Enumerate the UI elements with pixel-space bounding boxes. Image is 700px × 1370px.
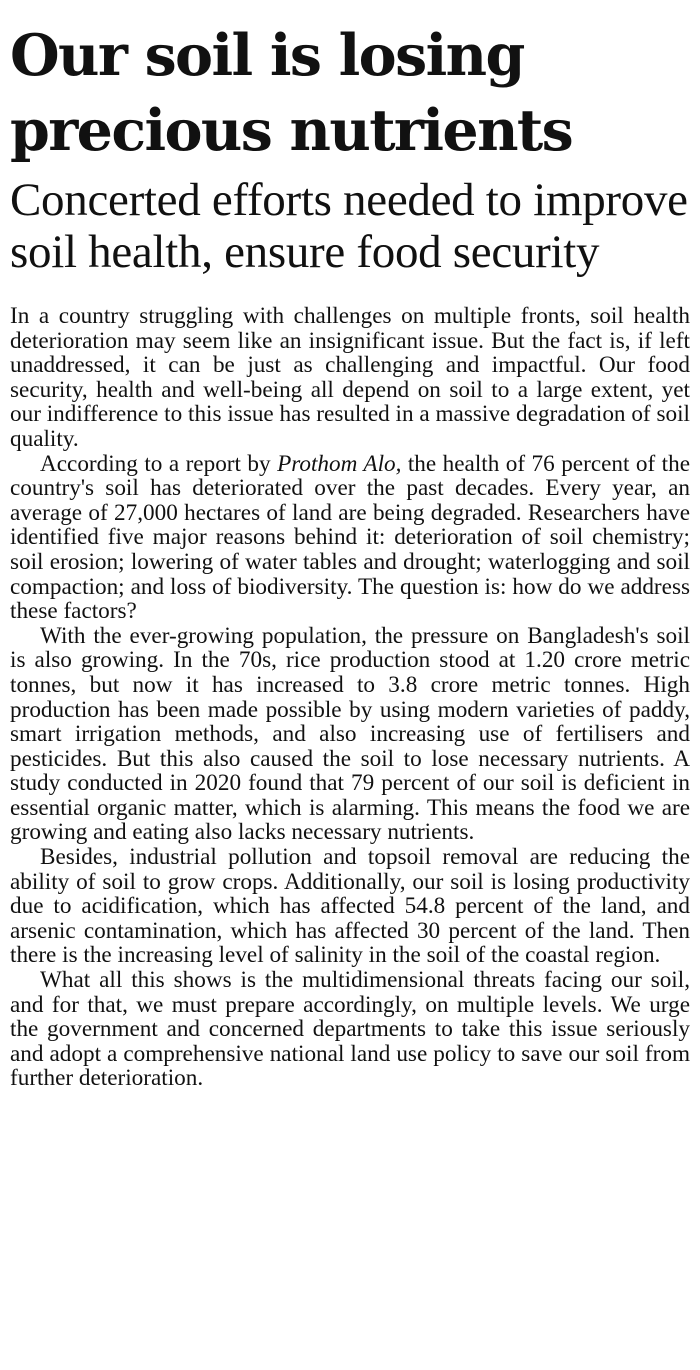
subheadline: Concerted efforts needed to improve soil health, ensure food security: [10, 174, 688, 278]
paragraph-3: With the ever-growing population, the pressure on Bangladesh's soil is also growing. In the 70s, rice production stood at 1.20 crore metric tonnes, but now it has increased to 3.8 crore metric tonnes. High production has been made possible by using modern varieties of paddy, smart irrigation methods, and also increasing use of fertilisers and pesticides. But this also caused the soil to lose necessary nutrients. A study conducted in 2020 found that 79 percent of our soil is deficient in essential organic matter, which is alarming. This means the food we are growing and eating also lacks necessary nutrients.: [10, 622, 690, 846]
paragraph-4: Besides, industrial pollution and topsoil removal are reducing the ability of soil to grow crops. Additionally, our soil is losing productivity due to acidification, which has affected 54.8 percent of the land, and arsenic contamination, which has affected 30 percent of the land. Then there is the increasing level of salinity in the soil of the coastal region.: [10, 844, 690, 969]
paragraph-1: In a country struggling with challenges on multiple fronts, soil health deterioration may seem like an insignificant issue. But the fact is, if left unaddressed, it can be just as challenging and impactful. Our food security, health and well-being all depend on soil to a large extent, yet our indifference to this issue has resulted in a massive degradation of soil quality.: [10, 303, 690, 452]
paragraph-2: [10, 452, 690, 624]
paragraph-2-intro: According to a report by: [40, 450, 278, 477]
paragraph-2-rest: the health of 76 percent of the country's soil has deteriorated over the past decades. Every year, an average of 27,000 hectares of land are being degraded. Researchers have identified five major reasons behind it: deterioration of soil chemistry; soil erosion; lowering of water tables and drought; waterlogging and soil compaction; and loss of biodiversity. The question is: how do we address these factors?: [10, 450, 691, 625]
paragraph-5: What all this shows is the multidimensional threats facing our soil, and for that, we must prepare accordingly, on multiple levels. We urge the government and concerned departments to take this issue seriously and adopt a comprehensive national land use policy to save our soil from further deterioration.: [10, 967, 690, 1092]
article-body: [10, 304, 690, 1091]
editorial-article: [10, 0, 690, 1091]
headline: Our soil is losing precious nutrients: [10, 22, 573, 164]
publication-name: Prothom Alo,: [277, 450, 402, 477]
